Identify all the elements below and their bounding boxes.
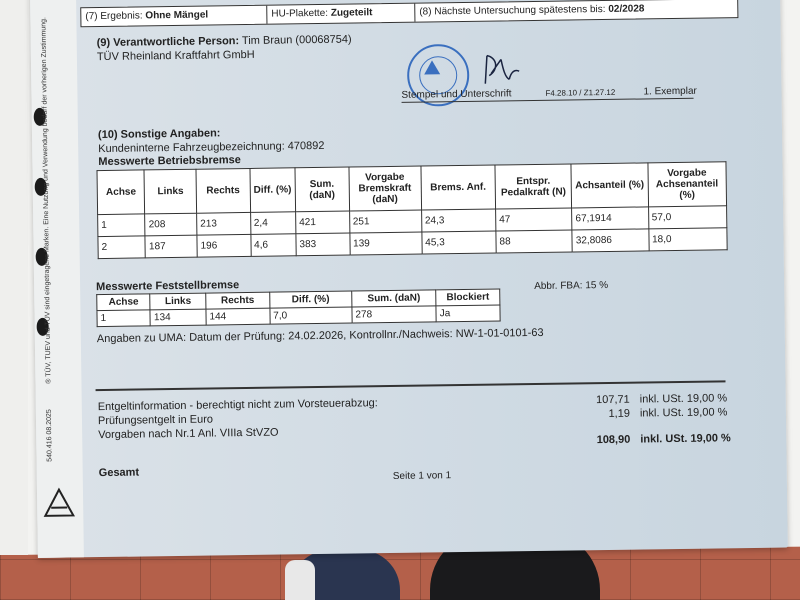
table-row: 2 187 196 4,6 383 139 45,3 88 32,8086 18,0 — [98, 228, 727, 259]
col-header: Entspr. Pedalkraft (N) — [495, 164, 572, 209]
signature-icon — [479, 49, 524, 90]
other-info-label: (10) Sonstige Angaben: — [97, 127, 221, 142]
col-header: Vorgabe Bremskraft (daN) — [349, 166, 422, 211]
col-header: Brems. Anf. — [421, 165, 496, 210]
col-header: Sum. (daN) — [295, 167, 349, 212]
fee-tax-1: inkl. USt. 19,00 % — [639, 392, 728, 406]
form-number: 540.416 08.2025 — [45, 409, 54, 462]
stamp-label: Stempel und Unterschrift — [401, 88, 512, 101]
col-header: Rechts — [196, 168, 250, 213]
vehicle-designation: Kundeninterne Fahrzeugbezeichnung: 470892 — [98, 139, 325, 156]
page-number: Seite 1 von 1 — [392, 470, 452, 482]
fee-tax-2: inkl. USt. 19,00 % — [639, 406, 728, 420]
result-cell: (7) Ergebnis: Ohne Mängel — [81, 6, 267, 27]
col-header: Achsanteil (%) — [571, 163, 648, 208]
trademark-note: ® TÜV, TUEV und TUV sind eingetragene Marken. Eine Nutzung und Verwendung bedarf der vorherigen Zustimmung. — [40, 16, 53, 384]
col-header: Achse — [97, 294, 151, 311]
col-header: Blockiert — [436, 289, 500, 306]
shoe — [290, 550, 400, 600]
form-code: F4.28.10 / Z1.27.12 — [545, 87, 616, 98]
fba-value: Abbr. FBA: 15 % — [534, 279, 609, 292]
tuv-logo-icon — [43, 487, 75, 517]
table-row: 1 208 213 2,4 421 251 24,3 47 67,1914 57,0 — [98, 206, 727, 237]
divider — [96, 380, 726, 391]
parking-brake-title: Messwerte Feststellbremse — [96, 279, 240, 294]
responsible-line: (9) Verantwortliche Person: Tim Braun (00068754) — [96, 33, 352, 50]
col-header: Diff. (%) — [250, 168, 296, 213]
col-header: Links — [150, 293, 206, 310]
table-row: 1 134 144 7,0 278 Ja — [97, 305, 500, 327]
fee-line-2: Prüfungsentgelt in Euro — [97, 413, 214, 428]
copy-label: 1. Exemplar — [643, 85, 697, 98]
uma-info: Angaben zu UMA: Datum der Prüfung: 24.02.2026, Kontrollnr./Nachweis: NW-1-01-0101-63 — [96, 326, 544, 346]
col-header: Links — [144, 169, 196, 214]
col-header: Rechts — [206, 292, 270, 309]
company-name: TÜV Rheinland Kraftfahrt GmbH — [96, 48, 255, 64]
service-brake-table — [96, 161, 727, 259]
col-header: Vorgabe Achsenanteil (%) — [647, 162, 726, 207]
next-inspection-cell: (8) Nächste Untersuchung spätestens bis: 02/2028 — [419, 3, 645, 18]
hu-cell: HU-Plakette: Zugeteilt — [267, 4, 415, 24]
col-header: Sum. (daN) — [352, 290, 437, 307]
result-header-box — [80, 0, 738, 27]
fee-line-1: Entgeltinformation - berechtigt nicht zum Vorsteuerabzug: — [97, 397, 378, 414]
binder-strip — [0, 0, 28, 555]
fee-line-3: Vorgaben nach Nr.1 Anl. VIIIa StVZO — [98, 426, 279, 442]
total-tax: inkl. USt. 19,00 % — [640, 432, 731, 446]
fee-amount-2: 1,19 — [608, 407, 631, 420]
inspection-report-sheet — [30, 0, 788, 558]
parking-brake-table — [96, 288, 500, 327]
total-amount: 108,90 — [596, 433, 631, 447]
fee-amount-1: 107,71 — [596, 393, 630, 407]
col-header: Diff. (%) — [269, 291, 351, 308]
col-header: Achse — [97, 170, 145, 215]
total-label: Gesamt — [98, 466, 140, 480]
left-margin — [30, 0, 84, 558]
service-brake-title: Messwerte Betriebsbremse — [98, 154, 241, 169]
